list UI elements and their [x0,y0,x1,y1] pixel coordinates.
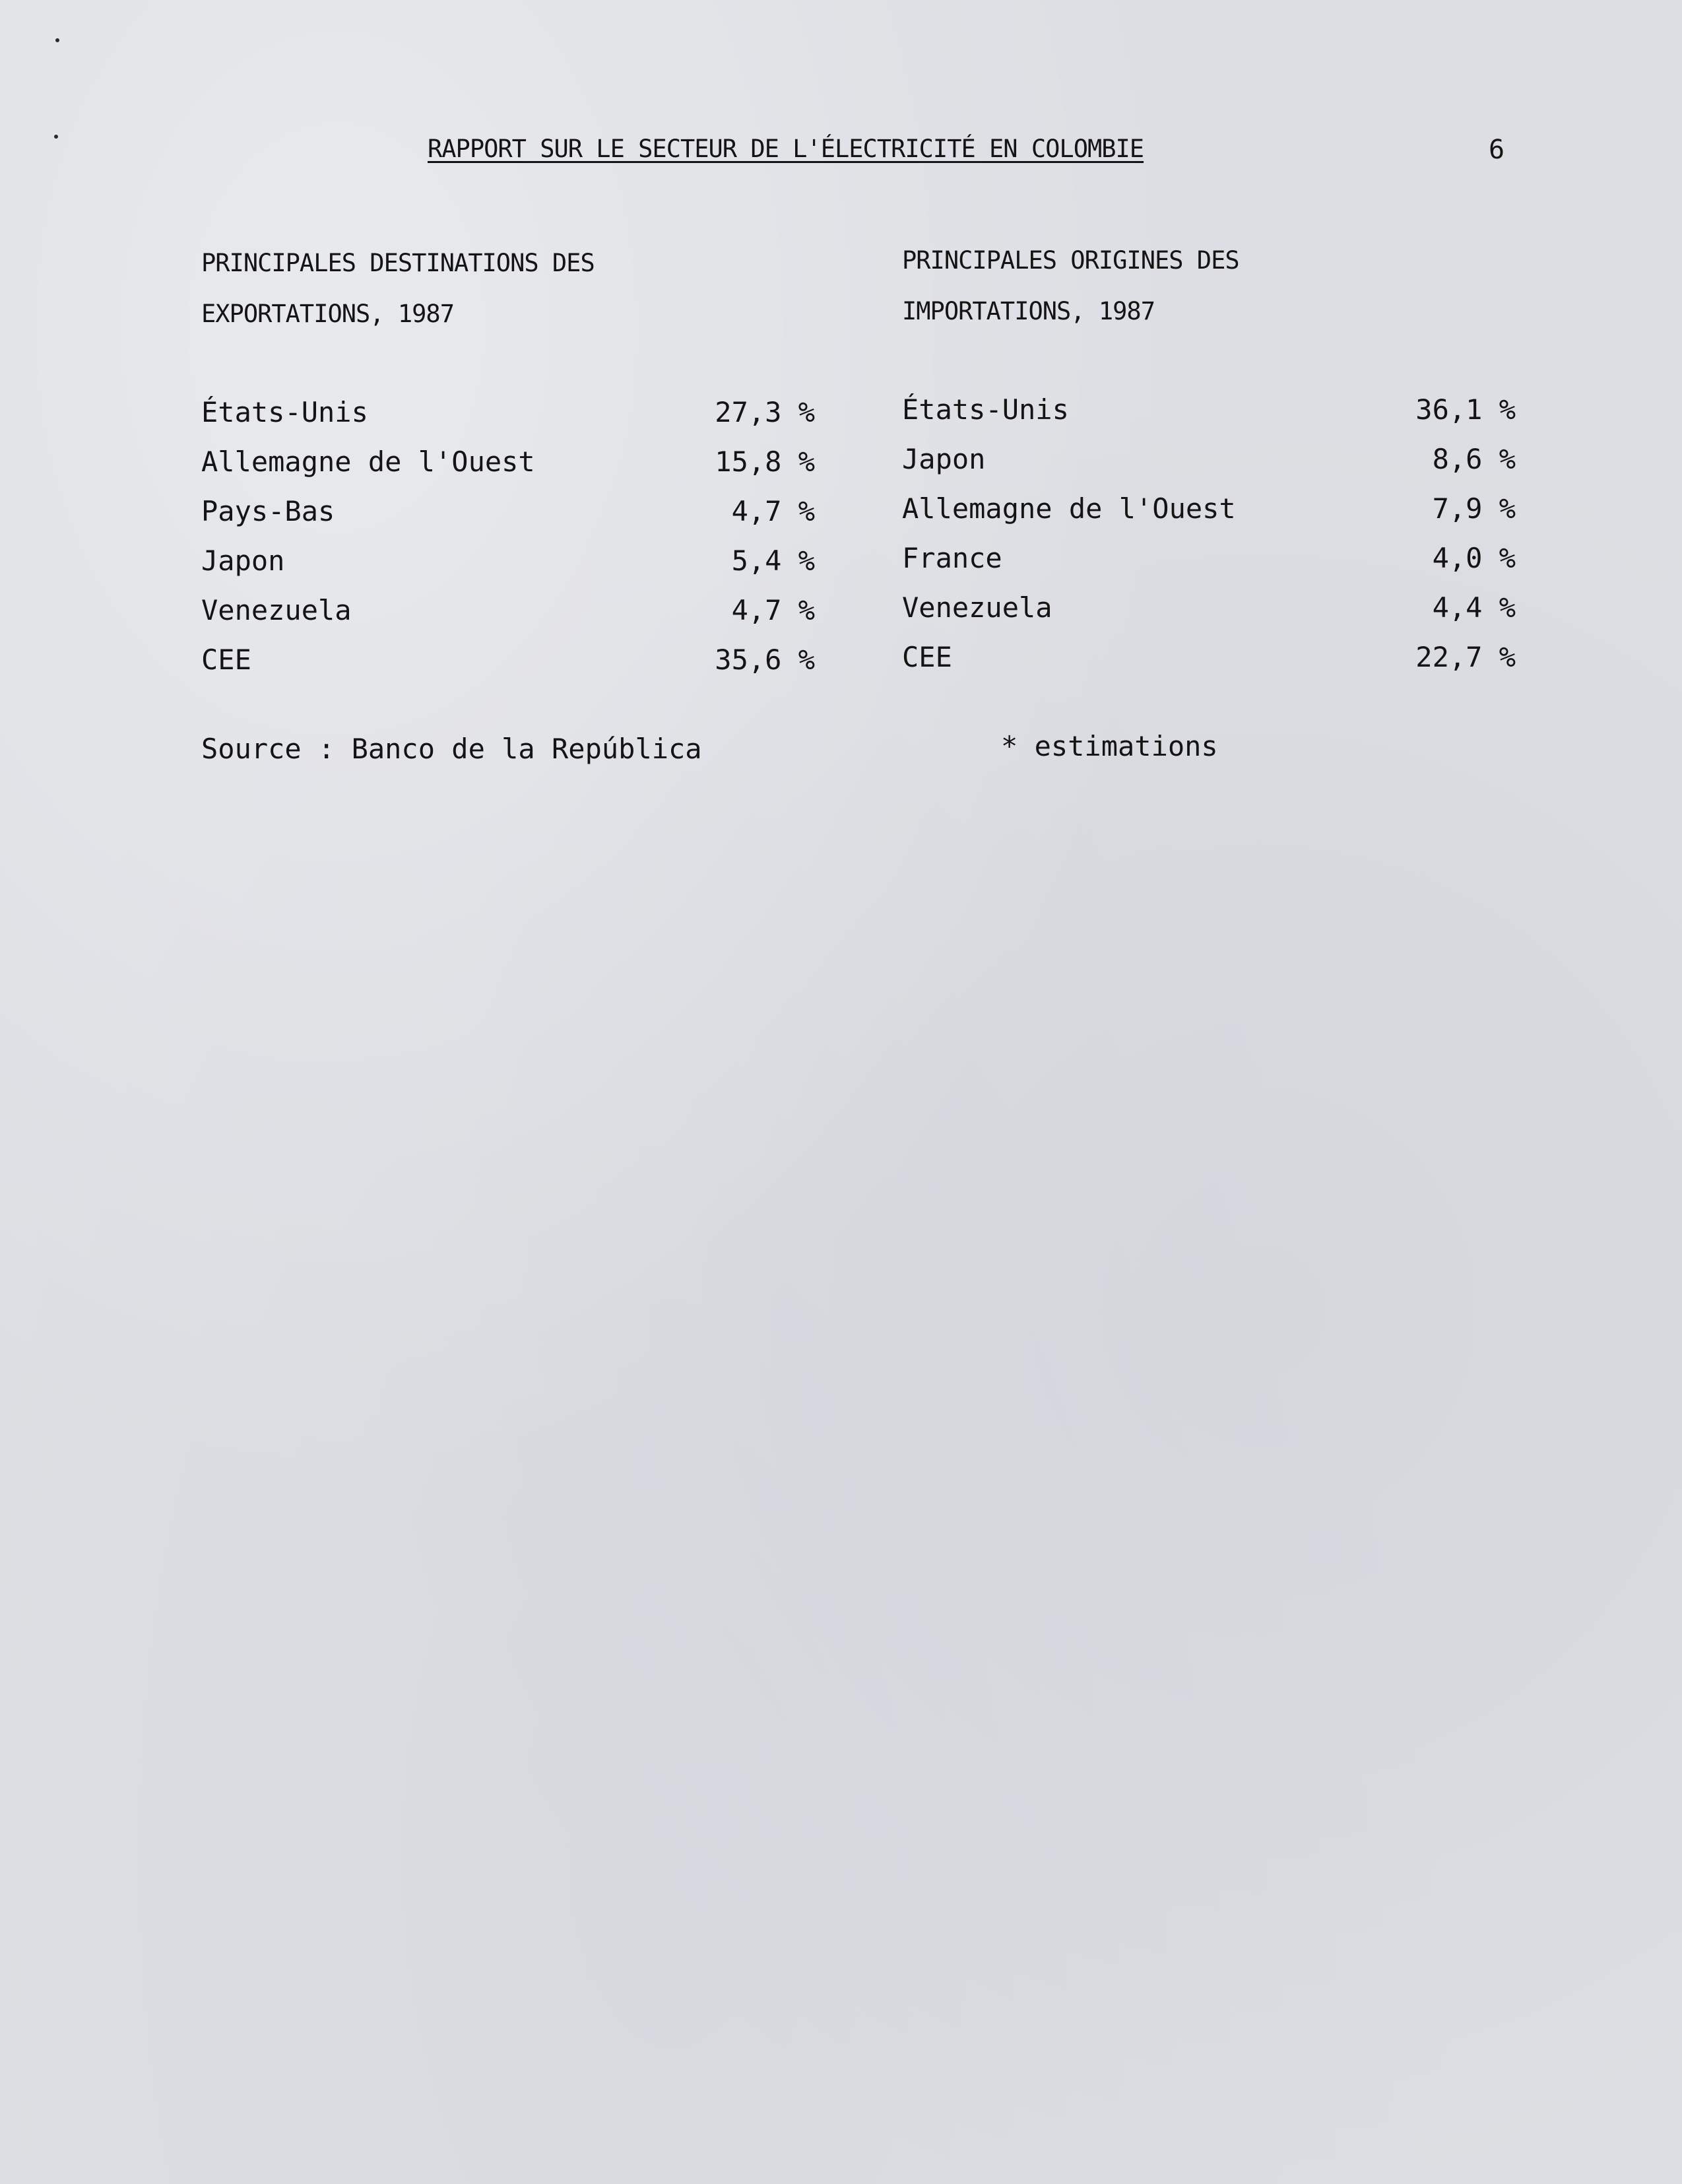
imports-heading-line2: IMPORTATIONS, 1987 [902,297,1155,325]
percentage-value: 5,4 % [731,545,815,577]
exports-heading-line1: PRINCIPALES DESTINATIONS DES [201,249,595,277]
table-row [902,385,1516,434]
paper-speck [54,135,58,139]
table-row [201,536,815,585]
exports-table [201,387,815,684]
table-row [201,387,815,437]
page-number: 6 [1489,135,1505,165]
report-title: RAPPORT SUR LE SECTEUR DE L'ÉLECTRICITÉ EN COLOMBIE [428,135,1144,163]
percentage-value: 27,3 % [715,396,815,428]
percentage-value: 35,6 % [715,644,815,676]
percentage-value: 4,4 % [1432,591,1516,624]
estimations-note: * estimations [1001,730,1218,762]
percentage-value: 4,7 % [731,594,815,626]
percentage-value: 4,0 % [1432,542,1516,574]
country-name: CEE [902,641,952,673]
table-row [902,583,1516,632]
country-name: CEE [201,644,251,676]
country-name: Allemagne de l'Ouest [902,492,1236,525]
country-name: Venezuela [201,594,352,626]
imports-table [902,385,1516,682]
exports-heading [201,238,815,339]
country-name: Venezuela [902,591,1052,624]
country-name: Pays-Bas [201,495,335,527]
country-name: Japon [201,545,285,577]
percentage-value: 7,9 % [1432,492,1516,525]
percentage-value: 36,1 % [1415,393,1516,426]
table-row [201,635,815,684]
country-name: France [902,542,1002,574]
country-name: États-Unis [201,396,368,428]
percentage-value: 22,7 % [1415,641,1516,673]
source-note: Source : Banco de la República [201,733,702,765]
table-row [201,585,815,635]
table-row [201,486,815,536]
table-row [902,434,1516,484]
table-row [902,632,1516,682]
imports-heading-line1: PRINCIPALES ORIGINES DES [902,246,1239,275]
exports-heading-line2: EXPORTATIONS, 1987 [201,300,454,328]
imports-heading [902,235,1516,337]
percentage-value: 8,6 % [1432,443,1516,475]
country-name: Japon [902,443,986,475]
exports-section [201,238,815,684]
imports-section [902,235,1516,682]
country-name: États-Unis [902,393,1069,426]
country-name: Allemagne de l'Ouest [201,446,535,478]
table-row [902,484,1516,533]
percentage-value: 4,7 % [731,495,815,527]
table-row [201,437,815,486]
table-row [902,533,1516,583]
paper-speck [55,38,59,42]
percentage-value: 15,8 % [715,446,815,478]
